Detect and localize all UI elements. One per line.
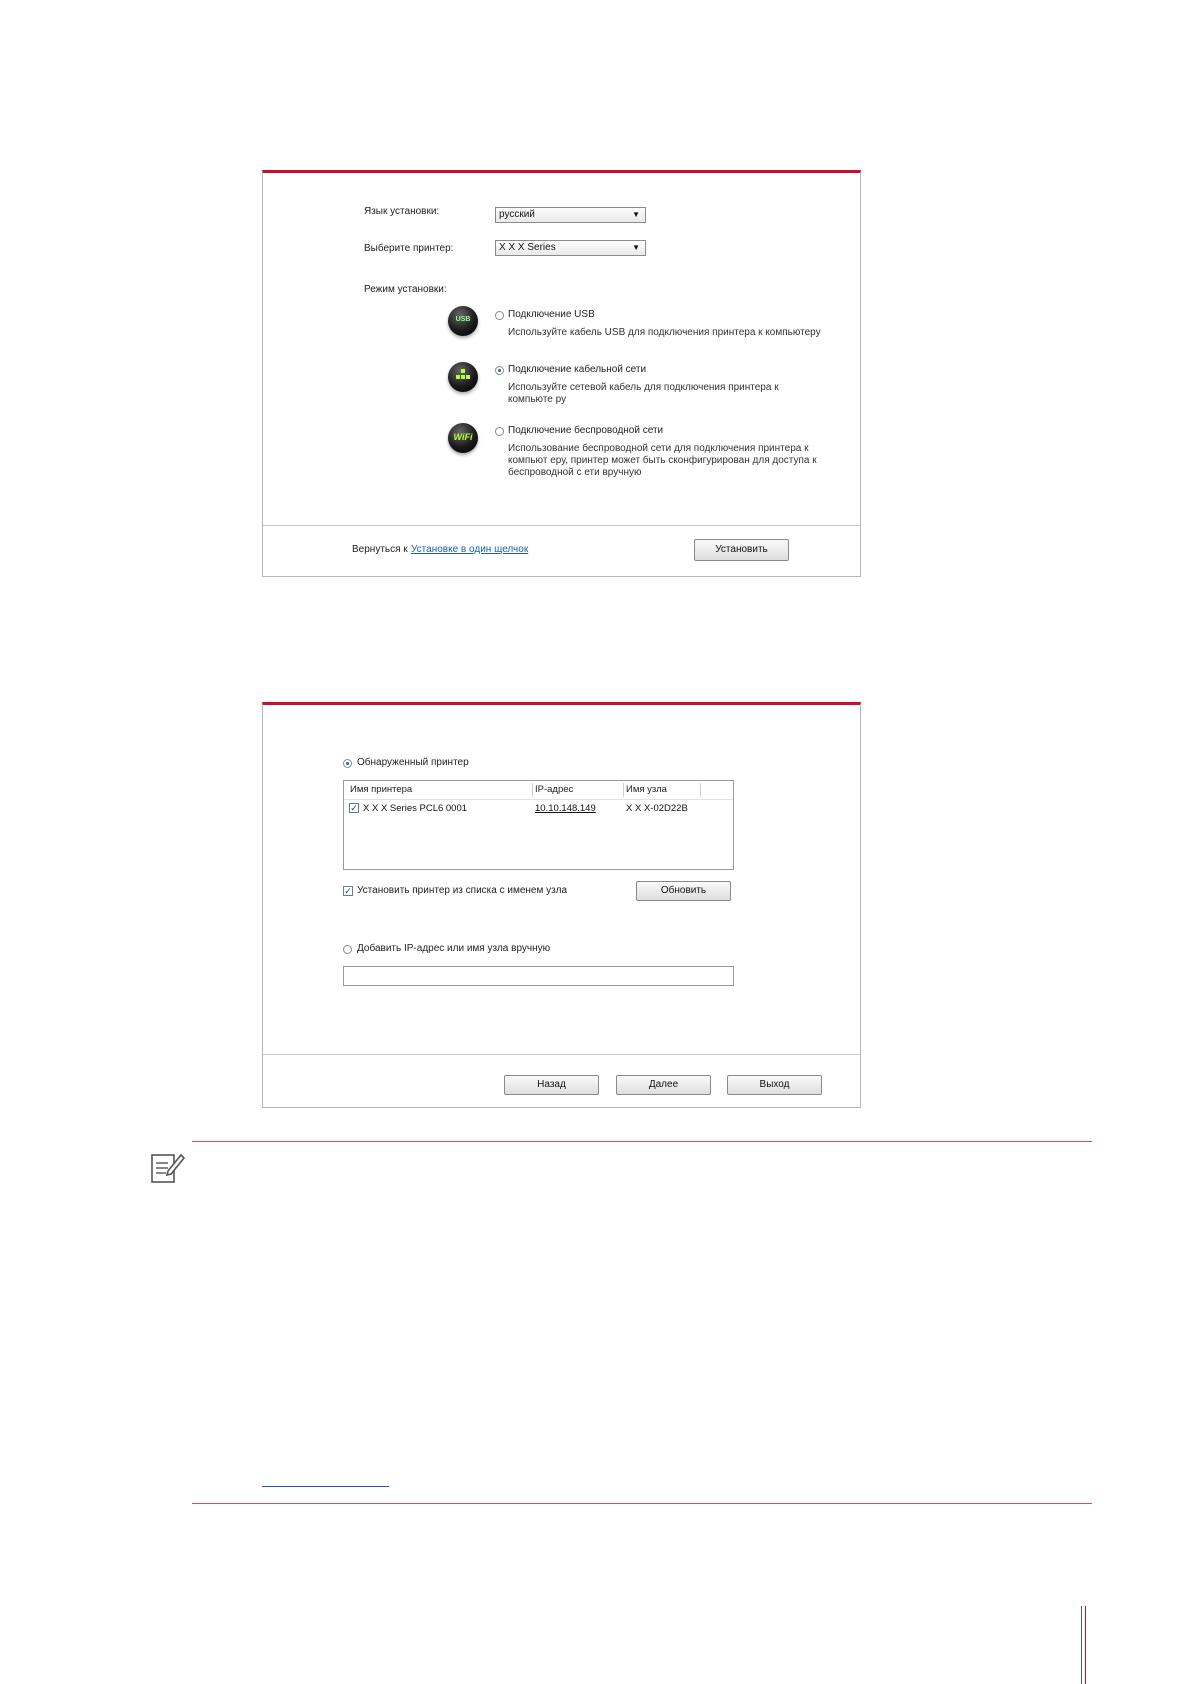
column-separator xyxy=(532,783,533,797)
manual-entry-radio[interactable] xyxy=(343,945,352,954)
usb-mode-title[interactable]: Подключение USB xyxy=(508,309,595,320)
network-port-1 xyxy=(456,375,460,379)
column-printer-name[interactable]: Имя принтера xyxy=(350,784,413,795)
note-top-divider xyxy=(192,1141,1092,1142)
dialog2-footer-divider xyxy=(263,1054,860,1055)
detected-printer-radio[interactable] xyxy=(343,759,352,768)
usb-mode-radio[interactable] xyxy=(495,311,504,320)
manual-address-input[interactable] xyxy=(343,966,734,986)
dialog1-footer-divider xyxy=(263,525,860,526)
wireless-mode-title[interactable]: Подключение беспроводной сети xyxy=(508,425,664,436)
detected-printer-label[interactable]: Обнаруженный принтер xyxy=(357,757,469,768)
manual-entry-label[interactable]: Добавить IP-адрес или имя узла вручную xyxy=(357,943,551,954)
table-row[interactable] xyxy=(344,801,733,817)
column-ip-address[interactable]: IP-адрес xyxy=(535,784,574,795)
wifi-icon xyxy=(448,423,478,453)
chevron-down-icon: ▼ xyxy=(632,243,640,252)
wired-mode-title[interactable]: Подключение кабельной сети xyxy=(508,364,647,375)
printer-row-checkbox[interactable]: ✓ xyxy=(350,803,358,813)
wifi-icon-text: WiFi xyxy=(453,432,473,442)
refresh-button[interactable]: Обновить xyxy=(636,881,731,901)
network-icon xyxy=(448,362,478,392)
next-button[interactable]: Далее xyxy=(616,1075,711,1095)
printer-name-cell: X X X Series PCL6 0001 xyxy=(363,803,468,814)
network-port-3 xyxy=(466,375,470,379)
install-button[interactable]: Установить xyxy=(694,539,789,561)
note-link-underline[interactable] xyxy=(262,1486,389,1487)
usb-icon-text: USB xyxy=(455,316,471,323)
language-select-value: русский xyxy=(499,209,535,220)
one-click-install-link[interactable]: Установке в один щелчок xyxy=(411,544,529,555)
column-separator xyxy=(700,783,701,797)
install-from-host-label[interactable]: Установить принтер из списка с именем узла xyxy=(357,885,568,896)
page-edge-marker-accent xyxy=(1085,1606,1086,1684)
wireless-mode-radio[interactable] xyxy=(495,427,504,436)
usb-mode-description: Используйте кабель USB для подключения принтера к компьютеру xyxy=(508,327,821,338)
exit-button[interactable]: Выход xyxy=(727,1075,822,1095)
column-separator xyxy=(623,783,624,797)
chevron-down-icon: ▼ xyxy=(632,210,640,219)
back-prefix: Вернуться к xyxy=(352,544,408,555)
back-button[interactable]: Назад xyxy=(504,1075,599,1095)
table-header xyxy=(344,781,733,800)
install-mode-label: Режим установки: xyxy=(364,284,447,295)
network-port-2 xyxy=(461,375,465,379)
network-printer-dialog xyxy=(262,702,861,1108)
wired-mode-radio[interactable] xyxy=(495,366,504,375)
language-label: Язык установки: xyxy=(364,206,440,217)
note-icon xyxy=(150,1149,186,1185)
note-bottom-divider xyxy=(192,1503,1092,1504)
language-select[interactable] xyxy=(495,207,646,223)
wireless-mode-description: Использование беспроводной сети для подключения принтера к компьют еру, принтер может быть сконфигурирован для доступа к беспроводной с ети вручную xyxy=(508,443,817,478)
install-from-host-checkbox[interactable]: ✓ xyxy=(344,886,352,896)
usb-icon xyxy=(448,306,478,336)
printer-select[interactable] xyxy=(495,240,646,256)
printer-table xyxy=(343,780,734,870)
wired-mode-description: Используйте сетевой кабель для подключения принтера к компьюте ру xyxy=(508,382,779,405)
host-name-cell: X X X-02D22B xyxy=(626,803,688,814)
printer-label: Выберите принтер: xyxy=(364,243,454,254)
install-mode-dialog xyxy=(262,170,861,577)
page-edge-marker xyxy=(1081,1606,1082,1684)
ip-address-cell[interactable]: 10.10.148.149 xyxy=(535,803,596,814)
network-port-4 xyxy=(461,369,465,373)
printer-select-value: X X X Series xyxy=(499,242,556,253)
column-host-name[interactable]: Имя узла xyxy=(626,784,667,795)
